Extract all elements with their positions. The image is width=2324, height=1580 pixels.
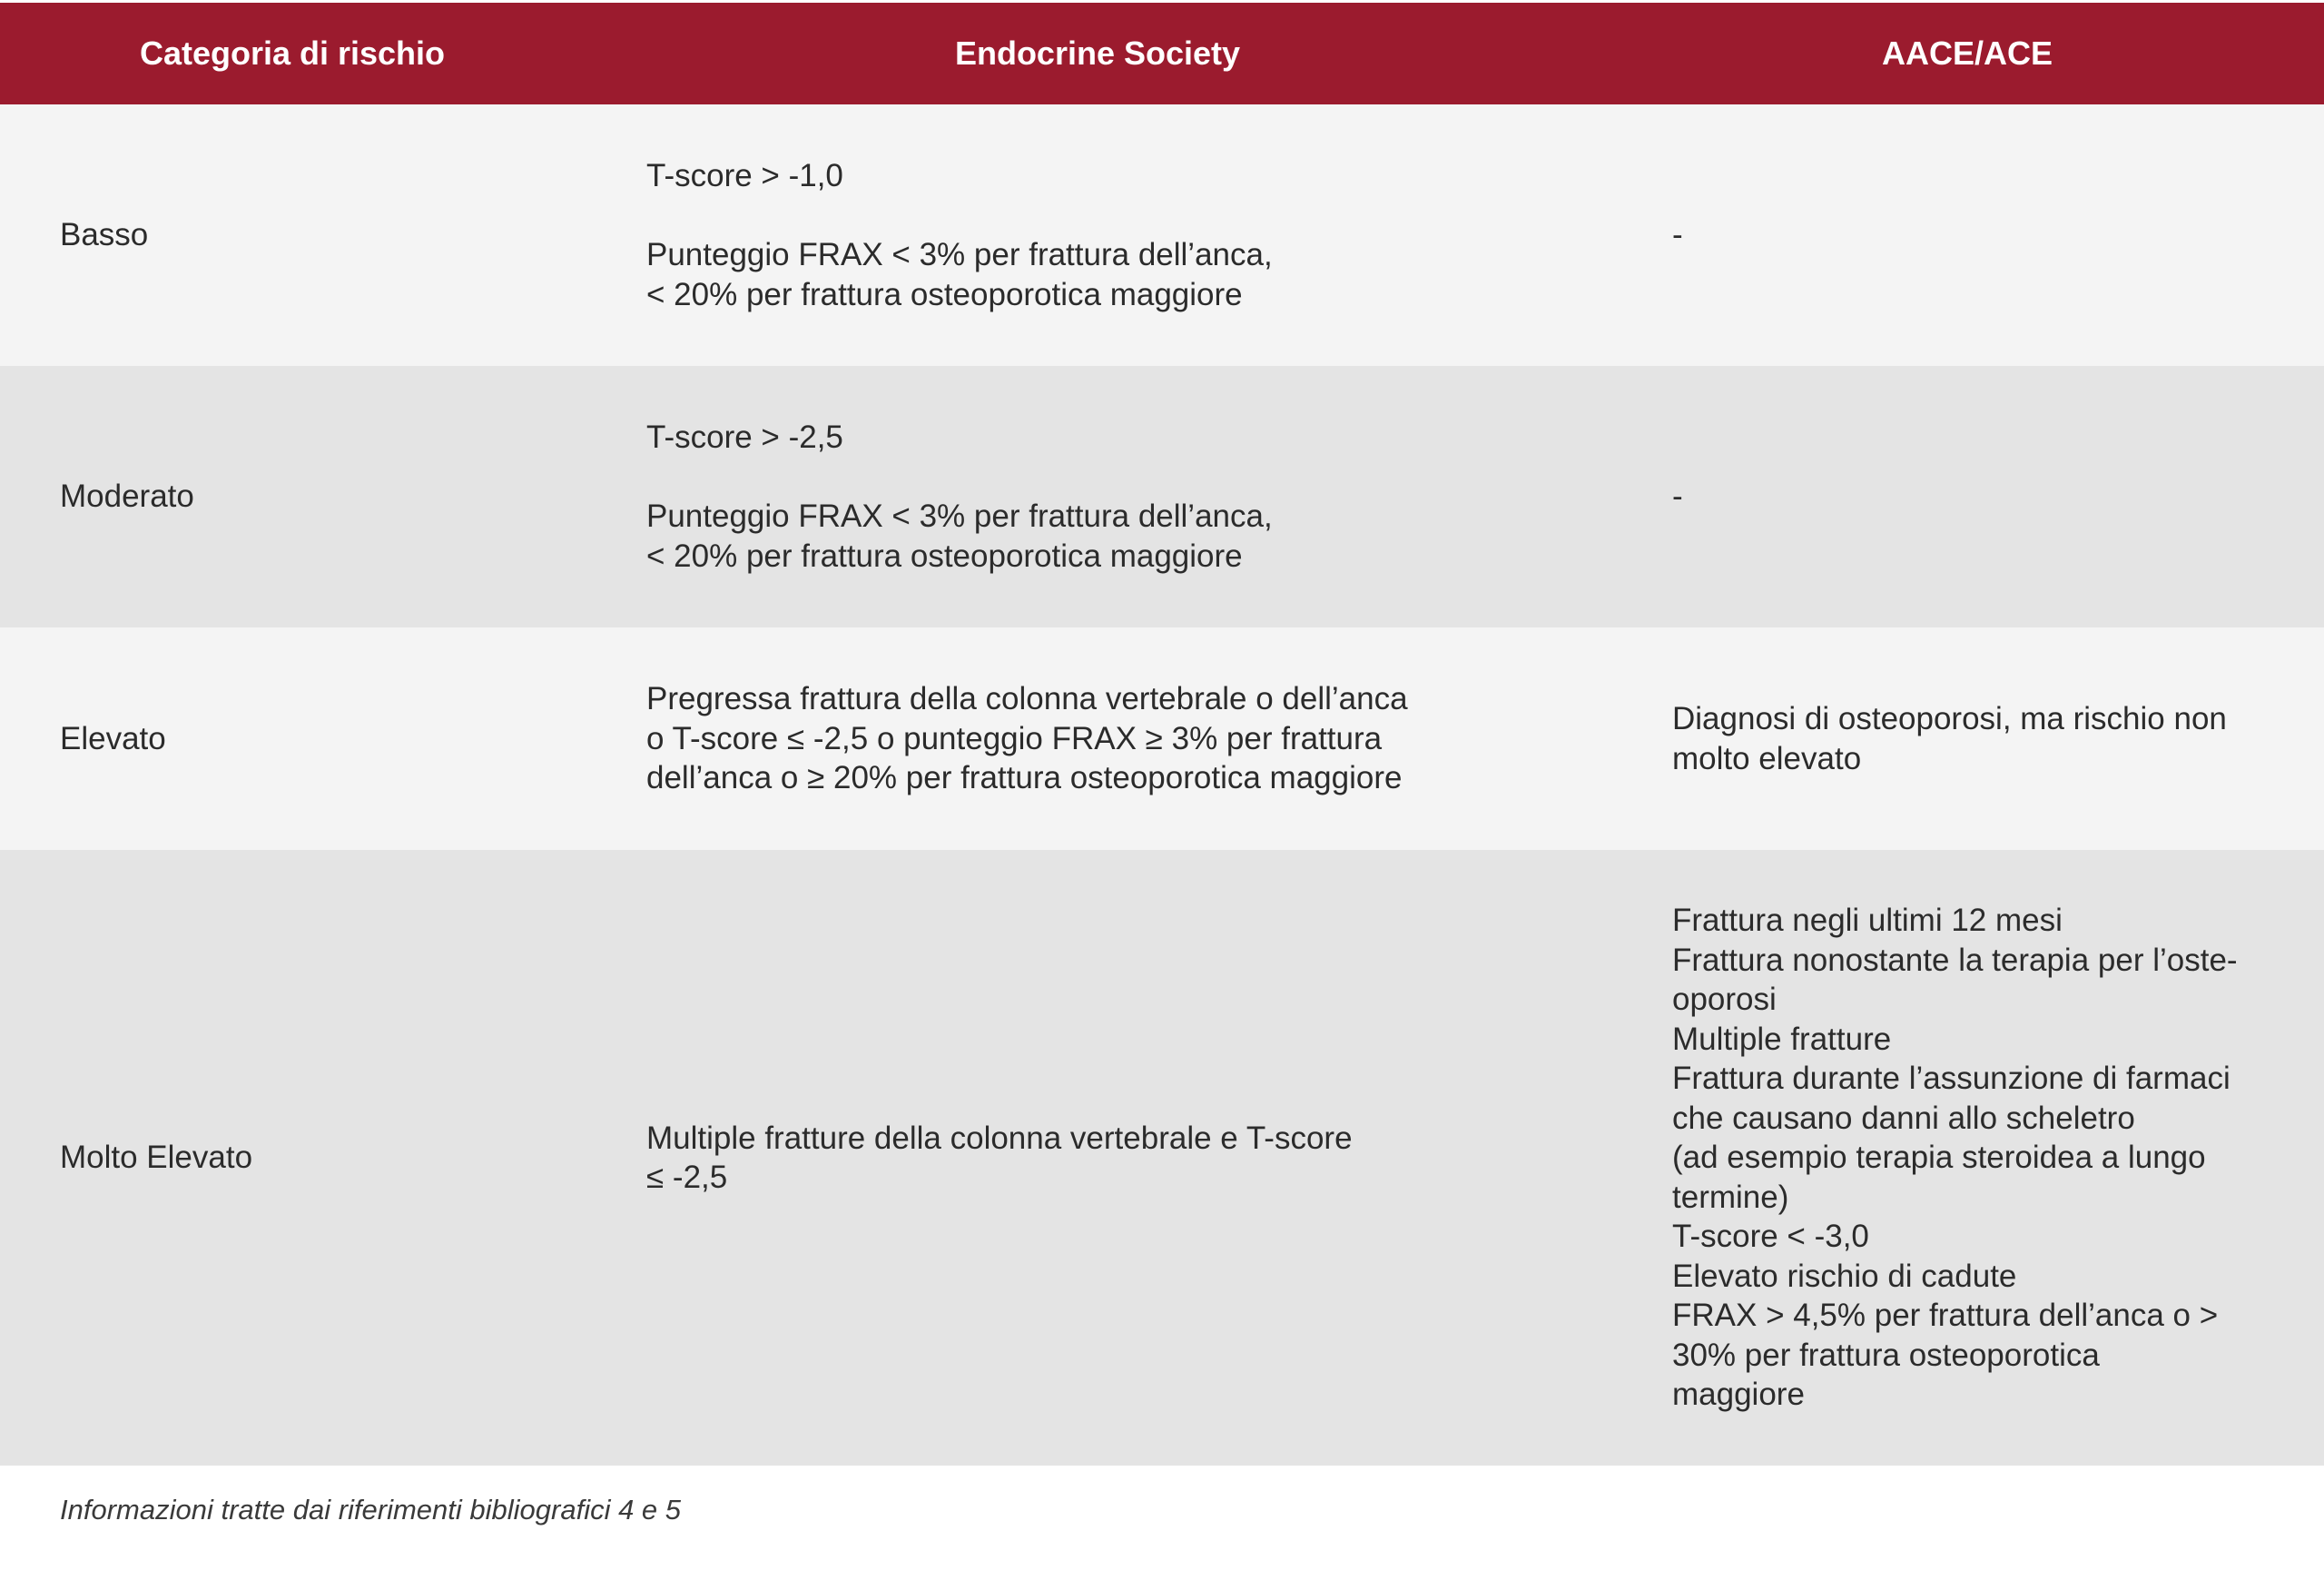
endocrine-cell	[585, 627, 1610, 850]
text-line: < 20% per frattura osteoporotica maggiore	[646, 538, 1243, 574]
text-line: T-score < -3,0	[1672, 1219, 1869, 1255]
text-line: Multiple fratture	[1672, 1021, 1892, 1057]
line-gap	[646, 458, 1273, 498]
category-cell: Molto Elevato	[60, 1140, 253, 1176]
aace-cell	[1610, 104, 2324, 366]
table-row	[0, 850, 2324, 1466]
text-line: -	[1672, 217, 1683, 253]
text-line: Diagnosi di osteoporosi, ma rischio non	[1672, 701, 2227, 736]
text-line: T-score > -2,5	[646, 420, 843, 455]
text-line: Multiple fratture della colonna vertebrale e T-score	[646, 1120, 1353, 1156]
text-line: oporosi	[1672, 982, 1777, 1018]
text-line: dell’anca o ≥ 20% per frattura osteoporotica maggiore	[646, 760, 1403, 796]
endocrine-cell	[585, 366, 1610, 627]
text-line: 30% per frattura osteoporotica	[1672, 1337, 2100, 1373]
text-line: Punteggio FRAX < 3% per frattura dell’anca,	[646, 499, 1273, 534]
text-line: maggiore	[1672, 1377, 1805, 1413]
aace-cell	[1610, 366, 2324, 627]
footnote: Informazioni tratte dai riferimenti bibliografici 4 e 5	[60, 1494, 682, 1526]
endocrine-cell	[585, 104, 1610, 366]
text-line: Frattura durante l’assunzione di farmaci	[1672, 1061, 2230, 1097]
text-line: Pregressa frattura della colonna vertebrale o dell’anca	[646, 681, 1408, 717]
text-line: termine)	[1672, 1179, 1789, 1215]
text-line: FRAX > 4,5% per frattura dell’anca o >	[1672, 1298, 2219, 1334]
text-line: molto elevato	[1672, 740, 1862, 776]
text-line: Frattura negli ultimi 12 mesi	[1672, 903, 2063, 939]
aace-cell	[1610, 850, 2324, 1466]
table-row	[0, 366, 2324, 627]
text-line: Frattura nonostante la terapia per l’oste-	[1672, 942, 2238, 978]
aace-cell	[1610, 627, 2324, 850]
text-line: (ad esempio terapia steroidea a lungo	[1672, 1140, 2206, 1176]
table-header	[0, 0, 2324, 104]
endocrine-cell	[585, 850, 1610, 1466]
category-cell: Moderato	[60, 479, 194, 515]
text-line: ≤ -2,5	[646, 1160, 728, 1195]
line-gap	[646, 196, 1273, 236]
text-line: T-score > -1,0	[646, 158, 843, 193]
text-line: che causano danni allo scheletro	[1672, 1100, 2135, 1136]
text-line: o T-score ≤ -2,5 o punteggio FRAX ≥ 3% per frattura	[646, 720, 1383, 756]
category-cell: Elevato	[60, 720, 166, 756]
table-row	[0, 104, 2324, 366]
header-category: Categoria di rischio	[139, 35, 446, 72]
category-cell: Basso	[60, 217, 149, 253]
header-endocrine-society: Endocrine Society	[954, 35, 1241, 72]
text-line: Punteggio FRAX < 3% per frattura dell’anca,	[646, 237, 1273, 272]
text-line: Elevato rischio di cadute	[1672, 1258, 2017, 1294]
table-row	[0, 627, 2324, 850]
text-line: < 20% per frattura osteoporotica maggiore	[646, 276, 1243, 312]
header-aace-ace: AACE/ACE	[1881, 35, 2053, 72]
text-line: -	[1672, 479, 1683, 515]
